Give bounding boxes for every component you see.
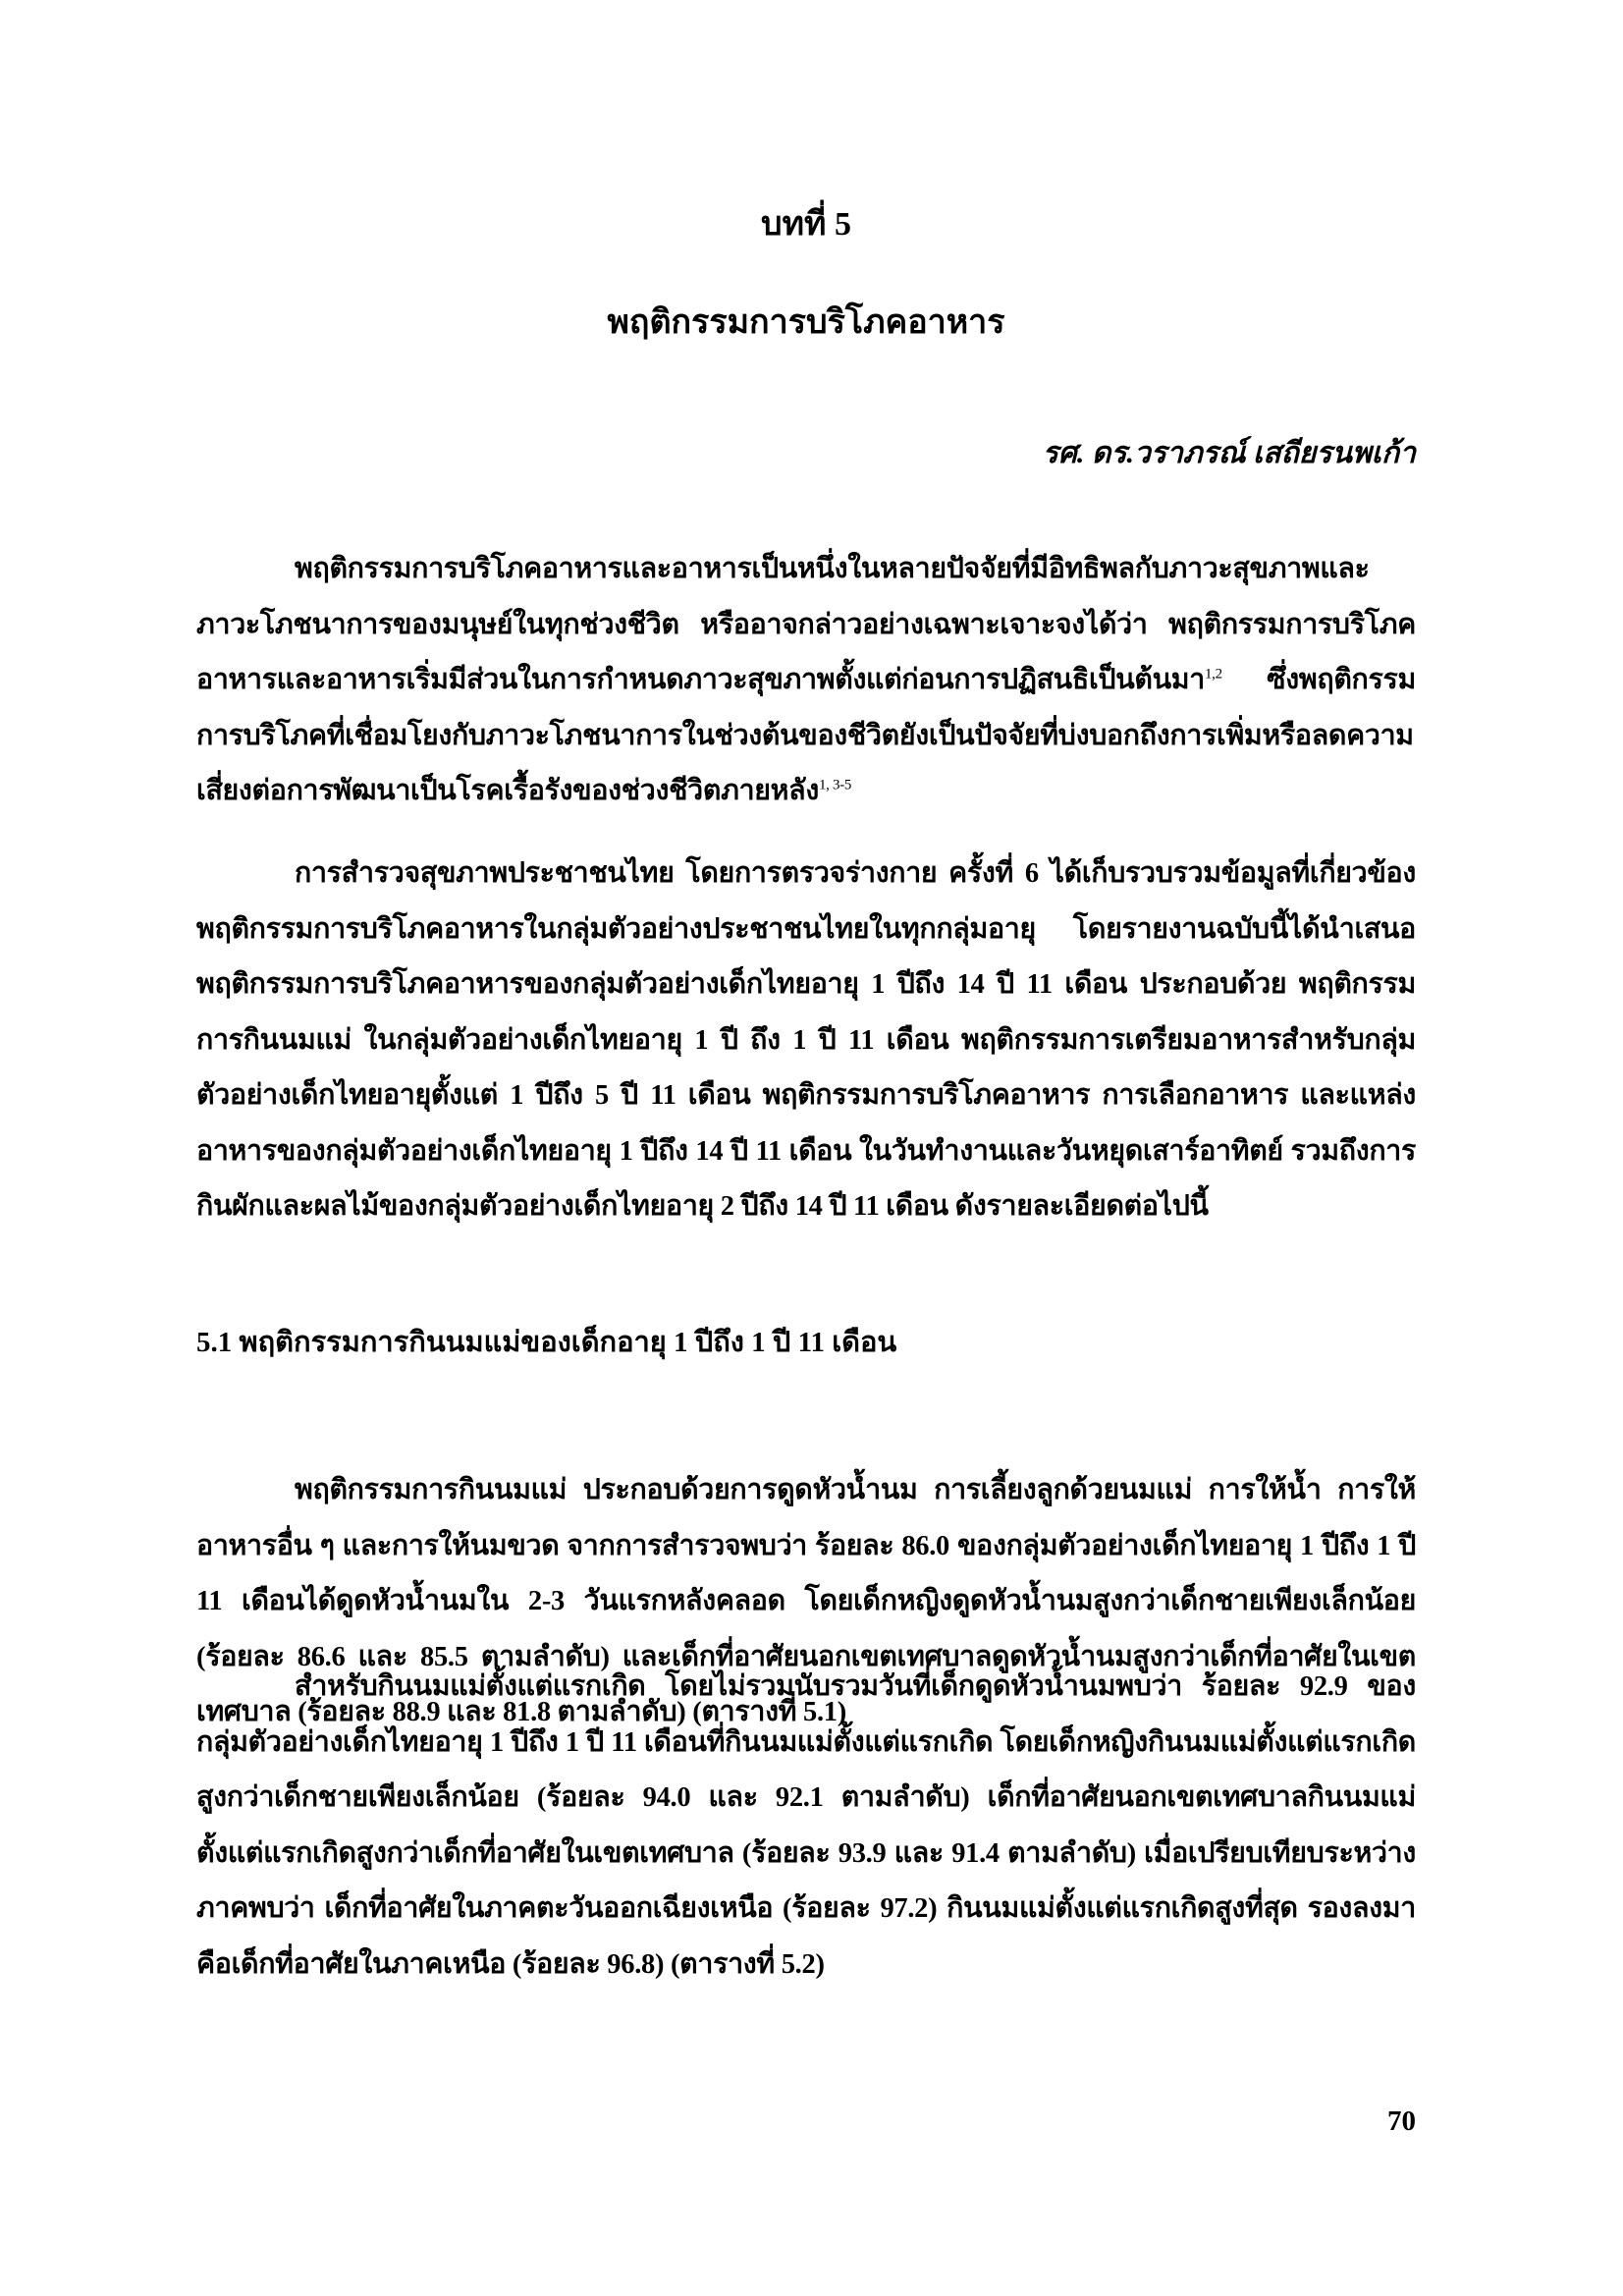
page-number: 70	[1387, 2105, 1416, 2137]
intro-paragraph-1-text: พฤติกรรมการบริโภคอาหารและอาหารเป็นหนึ่งในหลายปัจจัยที่มีอิทธิพลกับภาวะสุขภาพและภาวะโภชนาการของมนุษย์ในทุกช่วงชีวิต หรืออาจกล่าวอย่างเฉพาะเจาะจงได้ว่า พฤติกรรมการบริโภคอาหารและอาหารเริ่มมีส่วนในการกำหนดภาวะสุขภาพตั้งแต่ก่อนการปฏิสนธิเป็นต้นมา	[196, 554, 1416, 695]
citation-ref: 1, 3-5	[818, 777, 852, 793]
intro-paragraph-2: การสำรวจสุขภาพประชาชนไทย โดยการตรวจร่างกาย ครั้งที่ 6 ได้เก็บรวบรวมข้อมูลที่เกี่ยวข้องพฤติกรรมการบริโภคอาหารในกลุ่มตัวอย่างประชาชนไทยในทุกกลุ่มอายุ โดยรายงานฉบับนี้ได้นำเสนอพฤติกรรมการบริโภคอาหารของกลุ่มตัวอย่างเด็กไทยอายุ 1 ปีถึง 14 ปี 11 เดือน ประกอบด้วย พฤติกรรมการกินนมแม่ ในกลุ่มตัวอย่างเด็กไทยอายุ 1 ปี ถึง 1 ปี 11 เดือน พฤติกรรมการเตรียมอาหารสำหรับกลุ่มตัวอย่างเด็กไทยอายุตั้งแต่ 1 ปีถึง 5 ปี 11 เดือน พฤติกรรมการบริโภคอาหาร การเลือกอาหาร และแหล่งอาหารของกลุ่มตัวอย่างเด็กไทยอายุ 1 ปีถึง 14 ปี 11 เดือน ในวันทำงานและวันหยุดเสาร์อาทิตย์ รวมถึงการกินผักและผลไม้ของกลุ่มตัวอย่างเด็กไทยอายุ 2 ปีถึง 14 ปี 11 เดือน ดังรายละเอียดต่อไปนี้	[196, 858, 1416, 1222]
citation-ref: 1,2	[1204, 666, 1222, 683]
section-heading-5-1: 5.1 พฤติกรรมการกินนมแม่ของเด็กอายุ 1 ปีถึง 1 ปี 11 เดือน	[196, 1327, 897, 1358]
intro-paragraph-1	[196, 542, 1416, 820]
chapter-title: พฤติกรรมการบริโภคอาหาร	[607, 304, 1005, 341]
author-name: รศ. ดร.วราภรณ์ เสถียรนพเก้า	[1042, 437, 1416, 469]
chapter-number: บทที่ 5	[761, 206, 851, 243]
intro-paragraph-1-text-cont: ซึ่งพฤติกรรมการบริโภคที่เชื่อมโยงกับภาวะโภชนาการในช่วงต้นของชีวิตยังเป็นปัจจัยที่บ่งบอกถึงการเพิ่มหรือลดความเสี่ยงต่อการพัฒนาเป็นโรคเรื้อรังของช่วงชีวิตภายหลัง	[196, 665, 1416, 806]
section-5-1-paragraph-1: พฤติกรรมการกินนมแม่ ประกอบด้วยการดูดหัวน้ำนม การเลี้ยงลูกด้วยนมแม่ การให้น้ำ การให้อาหารอื่น ๆ และการให้นมขวด จากการสำรวจพบว่า ร้อยละ 86.0 ของกลุ่มตัวอย่างเด็กไทยอายุ 1 ปีถึง 1 ปี 11 เดือนได้ดูดหัวน้ำนมใน 2-3 วันแรกหลังคลอด โดยเด็กหญิงดูดหัวน้ำนมสูงกว่าเด็กชายเพียงเล็กน้อย (ร้อยละ 86.6 และ 85.5 ตามลำดับ) และเด็กที่อาศัยนอกเขตเทศบาลดูดหัวน้ำนมสูงกว่าเด็กที่อาศัยในเขตเทศบาล (ร้อยละ 88.9 และ 81.8 ตามลำดับ) (ตารางที่ 5.1)	[196, 1475, 1416, 1727]
section-5-1-paragraph-2: สำหรับกินนมแม่ตั้งแต่แรกเกิด โดยไม่รวมนับรวมวันที่เด็กดูดหัวน้ำนมพบว่า ร้อยละ 92.9 ของกลุ่มตัวอย่างเด็กไทยอายุ 1 ปีถึง 1 ปี 11 เดือนที่กินนมแม่ตั้งแต่แรกเกิด โดยเด็กหญิงกินนมแม่ตั้งแต่แรกเกิดสูงกว่าเด็กชายเพียงเล็กน้อย (ร้อยละ 94.0 และ 92.1 ตามลำดับ) เด็กที่อาศัยนอกเขตเทศบาลกินนมแม่ตั้งแต่แรกเกิดสูงกว่าเด็กที่อาศัยในเขตเทศบาล (ร้อยละ 93.9 และ 91.4 ตามลำดับ) เมื่อเปรียบเทียบระหว่างภาคพบว่า เด็กที่อาศัยในภาคตะวันออกเฉียงเหนือ (ร้อยละ 97.2) กินนมแม่ตั้งแต่แรกเกิดสูงที่สุด รองลงมาคือเด็กที่อาศัยในภาคเหนือ (ร้อยละ 96.8) (ตารางที่ 5.2)	[196, 1671, 1416, 1980]
